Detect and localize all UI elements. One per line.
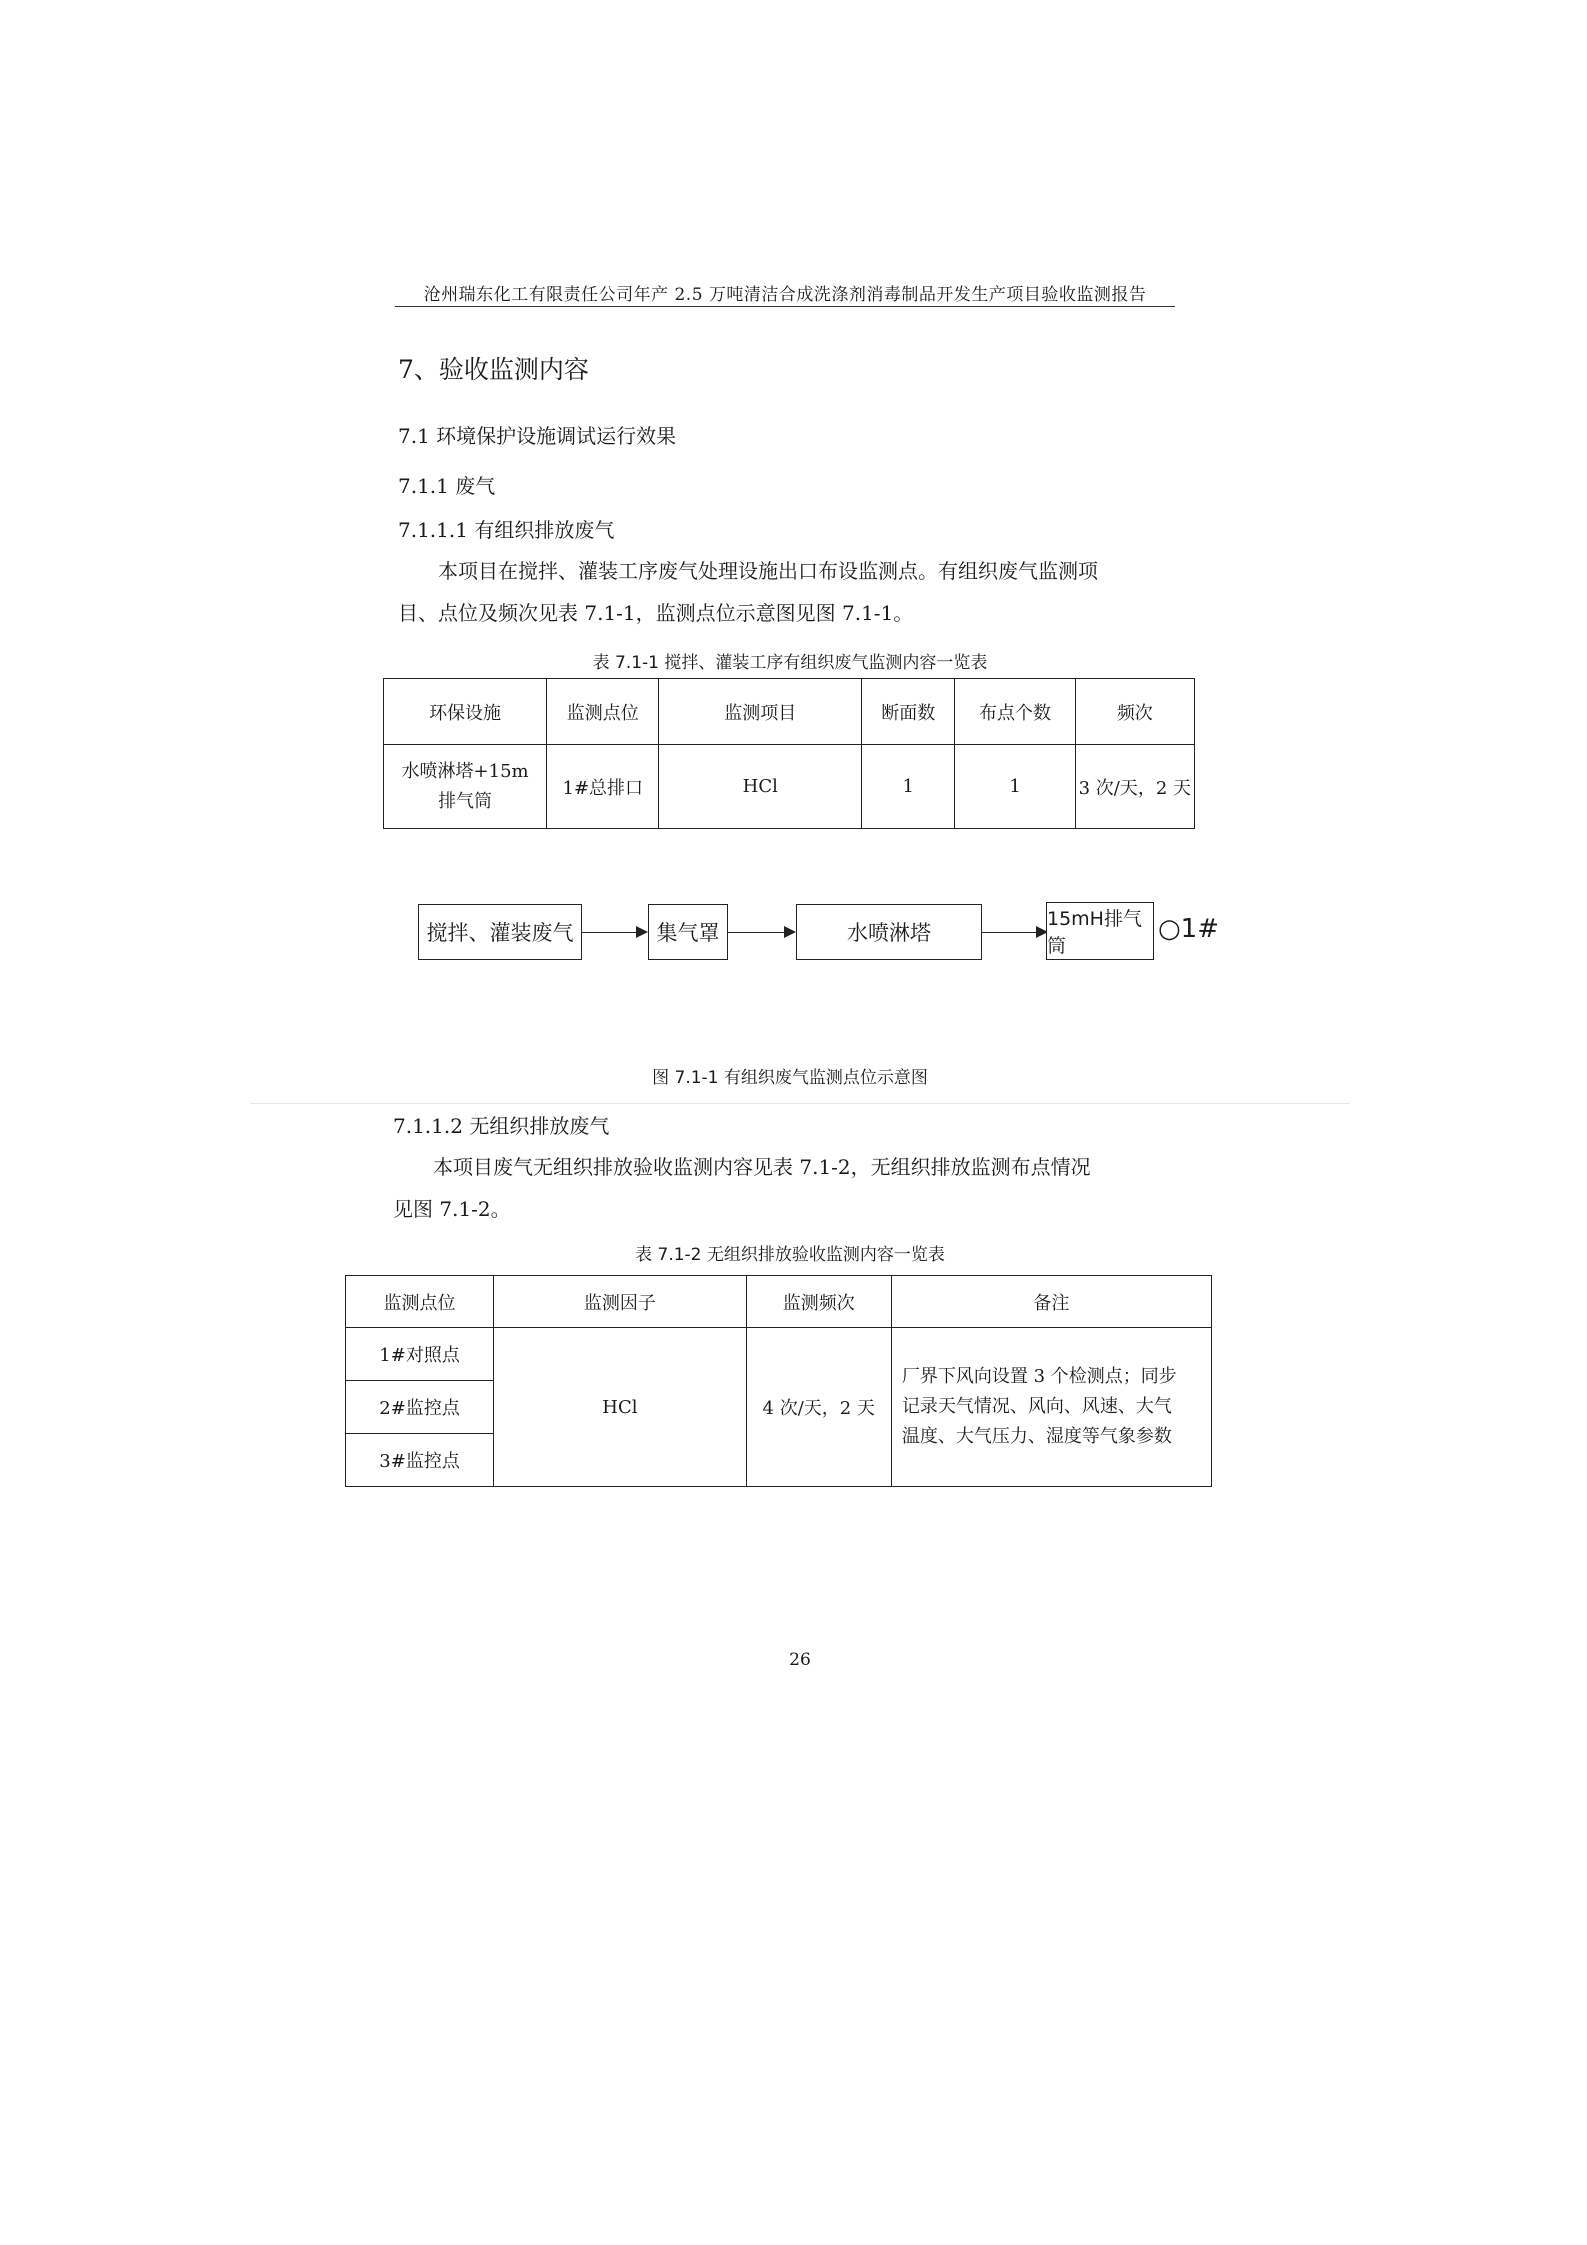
note-line2: 记录天气情况、风向、风速、大气 (901, 1396, 1172, 1417)
table1-header: 断面数 (862, 679, 955, 745)
flow-box-hood: 集气罩 (648, 904, 728, 960)
table1-header: 监测项目 (659, 679, 862, 745)
section-heading-7-1-1: 7.1.1 废气 (398, 474, 496, 498)
figure1-caption: 图 7.1-1 有组织废气监测点位示意图 (652, 1068, 928, 1088)
table1-header: 监测点位 (547, 679, 659, 745)
flow-box-spray-tower: 水喷淋塔 (796, 904, 982, 960)
table1-header: 环保设施 (384, 679, 547, 745)
scan-line (250, 1103, 1350, 1104)
table2-cell-frequency: 4 次/天，2 天 (746, 1328, 891, 1487)
section-heading-7-1-1-2: 7.1.1.2 无组织排放废气 (393, 1114, 610, 1138)
note-line1: 厂界下风向设置 3 个检测点；同步 (901, 1366, 1177, 1387)
section-heading-7-1-1-1: 7.1.1.1 有组织排放废气 (398, 518, 615, 542)
facility-line2: 排气筒 (438, 790, 493, 812)
table1-cell-point: 1#总排口 (547, 745, 659, 829)
flow-arrow-head (784, 926, 796, 938)
section-heading-7-1: 7.1 环境保护设施调试运行效果 (398, 424, 677, 448)
paragraph-unorganized-line1: 本项目废气无组织排放验收监测内容见表 7.1-2，无组织排放监测布点情况 (433, 1155, 1091, 1179)
flow-box-stack: 15mH排气筒 (1046, 902, 1154, 960)
table2-header: 监测因子 (494, 1276, 746, 1328)
flow-arrow (728, 932, 784, 933)
paragraph-organized-line2: 目、点位及频次见表 7.1-1，监测点位示意图见图 7.1-1。 (398, 601, 914, 625)
table2-cell-factor: HCl (494, 1328, 746, 1487)
table-row (346, 1328, 1212, 1381)
note-line3: 温度、大气压力、湿度等气象参数 (901, 1426, 1172, 1447)
table2-cell-point: 3#监控点 (346, 1434, 494, 1487)
table2-header: 监测点位 (346, 1276, 494, 1328)
table1-cell-sections: 1 (862, 745, 955, 829)
table-row (384, 745, 1195, 829)
table-organized-monitoring (383, 678, 1195, 829)
table1-caption: 表 7.1-1 搅拌、灌装工序有组织废气监测内容一览表 (592, 653, 988, 673)
flow-box-source: 搅拌、灌装废气 (418, 904, 582, 960)
paragraph-organized-line1: 本项目在搅拌、灌装工序废气处理设施出口布设监测点。有组织废气监测项 (438, 559, 1098, 583)
table2-caption: 表 7.1-2 无组织排放验收监测内容一览表 (635, 1245, 945, 1265)
flow-arrow (982, 932, 1036, 933)
paragraph-unorganized-line2: 见图 7.1-2。 (393, 1197, 511, 1221)
table1-header: 布点个数 (955, 679, 1075, 745)
flow-arrow (582, 932, 636, 933)
section-heading-7: 7、验收监测内容 (398, 355, 589, 384)
facility-line1: 水喷淋塔+15m (401, 760, 529, 782)
table2-cell-point: 1#对照点 (346, 1328, 494, 1381)
table1-cell-points: 1 (955, 745, 1075, 829)
table1-cell-facility (384, 745, 547, 829)
outlet-marker: ○1# (1158, 914, 1220, 944)
table1-header: 频次 (1075, 679, 1194, 745)
table2-cell-point: 2#监控点 (346, 1381, 494, 1434)
page-number: 26 (789, 1650, 811, 1670)
table2-header: 监测频次 (746, 1276, 891, 1328)
report-header: 沧州瑞东化工有限责任公司年产 2.5 万吨清洁合成洗涤剂消毒制品开发生产项目验收监测报告 (423, 285, 1147, 305)
table1-cell-frequency: 3 次/天，2 天 (1075, 745, 1194, 829)
table2-header: 备注 (891, 1276, 1211, 1328)
table-unorganized-monitoring (345, 1275, 1212, 1487)
flow-arrow-head (636, 926, 648, 938)
table2-cell-note (891, 1328, 1211, 1487)
table1-cell-item: HCl (659, 745, 862, 829)
header-divider (395, 306, 1175, 307)
